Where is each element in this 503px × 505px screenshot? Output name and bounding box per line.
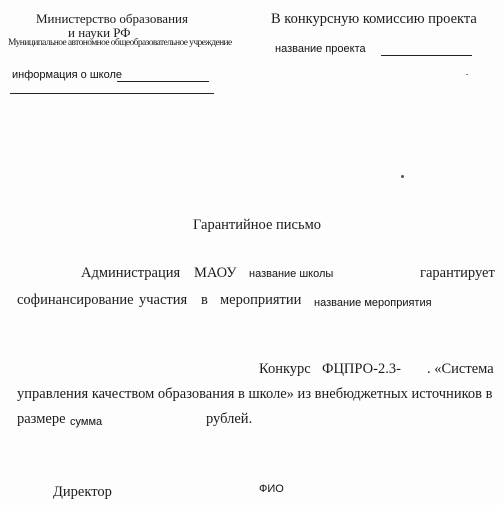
institution-type: Муниципальное автономное общеобразовательное учреждение bbox=[8, 38, 232, 48]
body-administration: Администрация bbox=[81, 265, 181, 281]
director-position: Директор bbox=[53, 484, 112, 500]
scan-speck bbox=[466, 74, 468, 75]
amount-field: сумма bbox=[70, 416, 103, 428]
school-info-blank-line-2 bbox=[10, 93, 214, 94]
scan-speck bbox=[401, 175, 404, 178]
body-in: в bbox=[201, 292, 208, 308]
director-name-field: ФИО bbox=[259, 483, 284, 495]
event-name-field: название мероприятия bbox=[314, 297, 432, 309]
document-title: Гарантийное письмо bbox=[193, 217, 322, 233]
body-event: мероприятии bbox=[220, 292, 302, 308]
ministry-line-1: Министерство образования bbox=[36, 11, 188, 26]
project-name-blank-line bbox=[381, 55, 472, 56]
commission-addressee: В конкурсную комиссию проекта bbox=[271, 11, 477, 27]
project-name-label: название проекта bbox=[275, 43, 366, 55]
body-maou: МАОУ bbox=[194, 265, 237, 281]
body-cofinancing: софинансирование bbox=[17, 292, 134, 308]
body-contest: Конкурс bbox=[259, 361, 311, 377]
school-info-label: информация о школе bbox=[12, 69, 122, 81]
contest-name-start: . «Система bbox=[427, 361, 494, 377]
body-rubles: рублей. bbox=[206, 411, 253, 427]
ministry-line-2: и науки РФ bbox=[68, 25, 131, 40]
body-amount-prefix: размере bbox=[17, 411, 66, 427]
body-guarantees: гарантирует bbox=[420, 265, 495, 281]
school-info-blank-line bbox=[117, 81, 209, 82]
school-name-field: название школы bbox=[249, 268, 334, 280]
body-participation: участия bbox=[139, 292, 188, 308]
contest-code: ФЦПРО-2.3- bbox=[322, 361, 401, 377]
body-line-4: управления качеством образования в школе» из внебюджетных источников в bbox=[17, 386, 493, 402]
